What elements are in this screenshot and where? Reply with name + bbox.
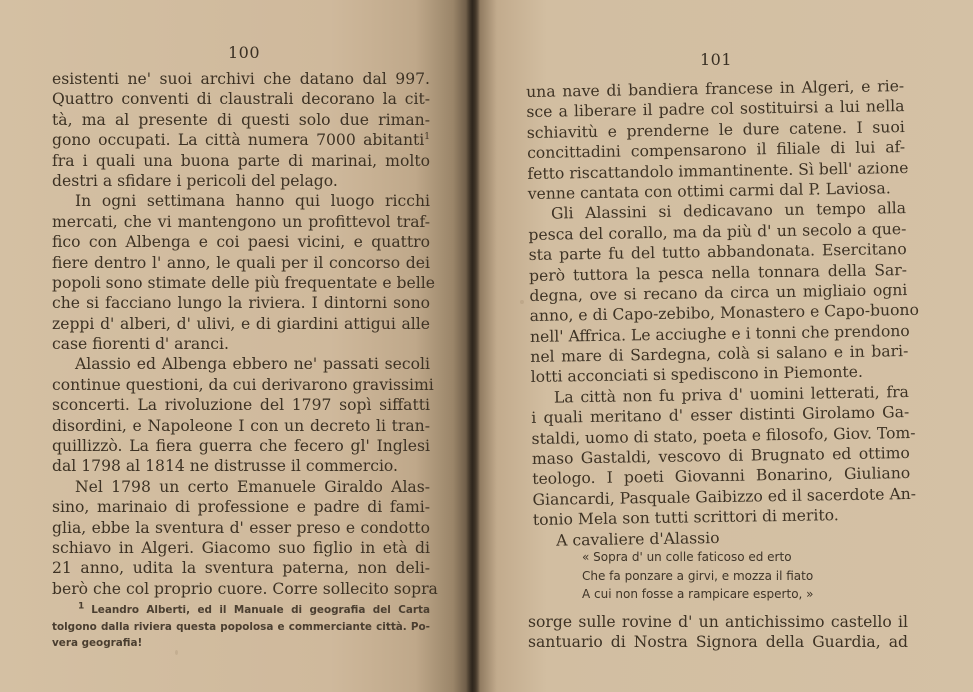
text-line: staldi, uomo di stato, poeta e filosofo, Giov. Tom- bbox=[531, 423, 916, 448]
verse-line: « Sopra d' un colle faticoso ed erto bbox=[582, 550, 792, 564]
text-line: glia, ebbe la sventura d' esser preso e condotto bbox=[52, 518, 430, 537]
text-line: una nave di bandiera francese in Algeri, e rie- bbox=[526, 77, 905, 101]
text-line: anno, e di Capo-zebibo, Monastero e Capo-buono bbox=[529, 301, 920, 326]
text-line: mercati, che vi mantengono un profittevol traf- bbox=[52, 212, 430, 231]
text-line: berò che col proprio cuore. Corre sollecito sopra bbox=[52, 579, 438, 598]
text-line: i quali meritano d' esser distinti Girolamo Ga- bbox=[531, 403, 910, 428]
text-line: fra i quali una buona parte di marinai, molto bbox=[52, 151, 430, 170]
footnote-marker: 1 bbox=[424, 131, 430, 142]
text-line: tà, ma al presente di questi solo due riman- bbox=[52, 110, 430, 129]
text-line: 21 anno, udita la sventura paterna, non deli- bbox=[52, 559, 430, 578]
text-line: fiere dentro l' anno, le quali per il concorso dei bbox=[52, 253, 430, 272]
text-line: maso Gastaldi, vescovo di Brugnato ed ottimo bbox=[531, 444, 911, 468]
text-line: sorge sulle rovine d' un antichissimo castello il bbox=[528, 613, 908, 631]
text-line: fetto riscattandolo immantinente. Sì bell' azione bbox=[527, 158, 909, 183]
footnote-line: vera geografia! bbox=[52, 637, 143, 649]
text-line: Gli Alassini si dedicavano un tempo alla bbox=[550, 199, 907, 223]
text-line: gono occupati. La città numera 7000 abitanti$^1$ bbox=[52, 131, 430, 150]
text-line: case fiorenti d' aranci. bbox=[52, 335, 229, 354]
text-line: pesca del corallo, ma da più d' un secolo a que- bbox=[528, 219, 907, 244]
text-line: lotti acconciati si spediscono in Piemonte. bbox=[530, 363, 864, 387]
verse-quotation bbox=[582, 548, 814, 604]
text-line: sconcerti. La rivoluzione del 1797 sopì siffatti bbox=[52, 396, 430, 415]
left-page-number: 100 bbox=[228, 43, 261, 62]
text-line: disordini, e Napoleone I con un decreto li tran- bbox=[52, 416, 430, 435]
text-line: La città non fu priva d' uomini letterati, fra bbox=[553, 382, 910, 407]
right-page-continuation bbox=[528, 612, 908, 653]
text-line: nel mare di Sardegna, colà si salano e in bari- bbox=[530, 342, 909, 367]
text-line: che si facciano lungo la riviera. I dintorni sono bbox=[52, 294, 430, 313]
text-line: Nel 1798 un certo Emanuele Giraldo Alas- bbox=[75, 477, 430, 496]
text-line: zeppi d' alberi, d' ulivi, e di giardini attigui alle bbox=[52, 314, 430, 333]
text-line: venne cantata con ottimi carmi dal P. Laviosa. bbox=[527, 179, 891, 203]
text-line: tonio Mela son tutti scrittori di merito. bbox=[532, 506, 839, 530]
book-gutter bbox=[466, 0, 480, 692]
text-line: sino, marinaio di professione e padre di fami- bbox=[52, 498, 430, 517]
right-page-body bbox=[526, 76, 920, 551]
text-line: santuario di Nostra Signora della Guardia, ad bbox=[528, 633, 908, 652]
text-line: continue questioni, da cui derivarono gravissimi bbox=[52, 375, 434, 394]
text-line: Alassio ed Albenga ebbero ne' passati secoli bbox=[75, 355, 430, 374]
text-line: quillizzò. La fiera guerra che fecero gl' Inglesi bbox=[52, 437, 430, 456]
text-line: però tuttora la pesca nella tonnara della Sar- bbox=[528, 260, 908, 285]
footnote-line: tolgono dalla riviera questa popolosa e commerciante città. Po- bbox=[52, 620, 430, 633]
right-page-number: 101 bbox=[700, 50, 733, 69]
footnote-marker: 1 bbox=[78, 601, 92, 612]
text-line: concittadini compensarono il filiale di lui af- bbox=[526, 138, 906, 163]
verse-line: Che fa ponzare a girvi, e mozza il fiato bbox=[582, 568, 814, 583]
verse-line: A cui non fosse a rampicare esperto, » bbox=[582, 587, 814, 601]
text-line: nell' Affrica. Le acciughe e i tonni che prendono bbox=[529, 321, 910, 346]
text-line: dal 1798 al 1814 ne distrusse il commercio. bbox=[52, 457, 399, 476]
text-line: schiavitù e prenderne le dure catene. I suoi bbox=[526, 117, 905, 142]
text-line: esistenti ne' suoi archivi che datano dal 997. bbox=[52, 70, 430, 88]
text-line: destri a sfidare i pericoli del pelago. bbox=[52, 171, 338, 190]
text-line: popoli sono stimate delle più frequentate e belle bbox=[52, 273, 435, 292]
text-line: teologo. I poeti Giovanni Bonarino, Giuliano bbox=[532, 464, 911, 489]
text-line: sta parte fu del tutto abbandonata. Esercitano bbox=[528, 240, 907, 265]
text-line: degna, ove si recano da circa un migliaio ogni bbox=[529, 280, 908, 305]
text-line: sce a liberare il padre col sostituirsi a lui nella bbox=[526, 97, 905, 122]
text-line: schiavo in Algeri. Giacomo suo figlio in età di bbox=[52, 538, 430, 557]
left-page-footnote bbox=[52, 602, 430, 652]
text-line: In ogni settimana hanno qui luogo ricchi bbox=[75, 192, 430, 211]
paper-blemish bbox=[520, 300, 524, 304]
text-line: fico con Albenga e coi paesi vicini, e quattro bbox=[52, 233, 430, 252]
text-line: A cavaliere d'Alassio bbox=[556, 528, 720, 550]
text-line: Quattro conventi di claustrali decorano la cit- bbox=[52, 90, 430, 109]
left-page-body bbox=[52, 69, 438, 599]
text-line: Giancardi, Pasquale Gaibizzo ed il sacerdote An- bbox=[532, 484, 917, 509]
footnote-line: $^1$ Leandro Alberti, ed il Manuale di geografia del Carta bbox=[78, 601, 430, 616]
